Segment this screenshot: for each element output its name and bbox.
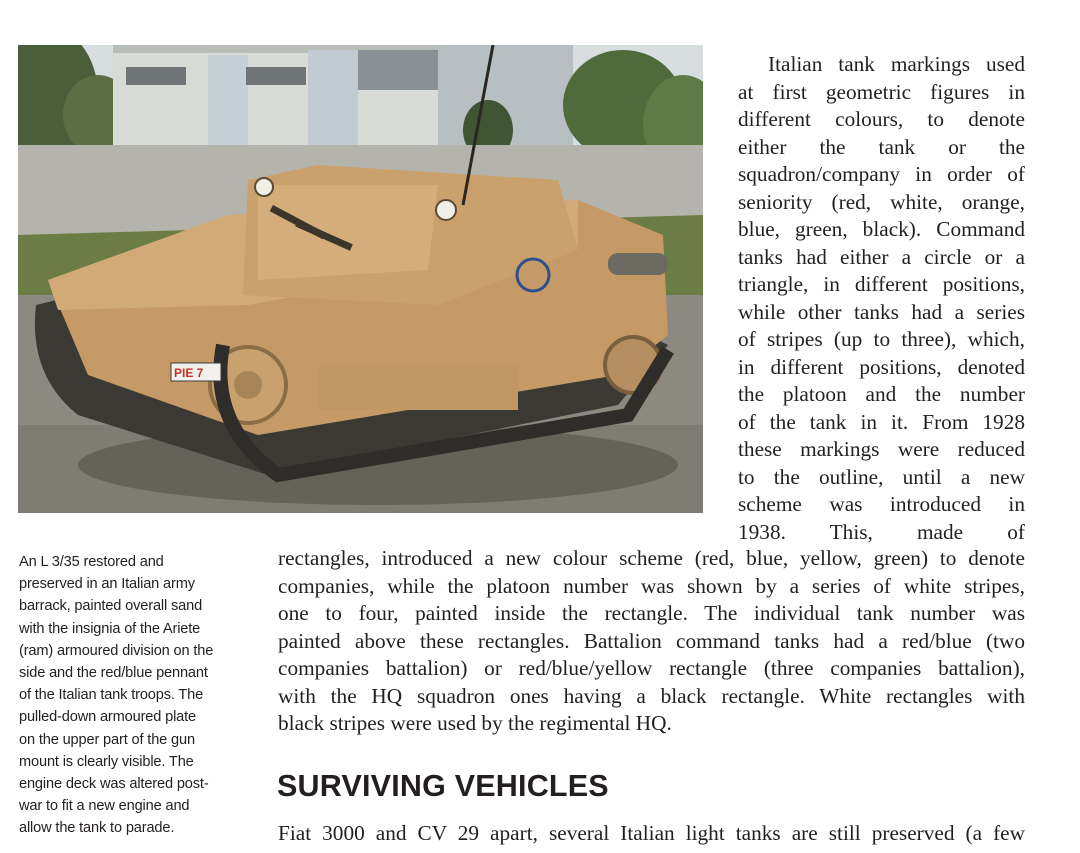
paragraph-line: 1938. This, made of xyxy=(738,519,1025,544)
paragraph-line: these markings were reduced xyxy=(738,437,1025,461)
section-heading: SURVIVING VEHICLES xyxy=(277,769,609,803)
caption-line: engine deck was altered post- xyxy=(19,776,209,793)
caption-line: mount is clearly visible. The xyxy=(19,753,194,770)
caption-line: war to fit a new engine and xyxy=(19,798,190,815)
caption-line: pulled-down armoured plate xyxy=(19,709,197,726)
paragraph-line: companies, while the platoon number was shown by a series of white stripes, xyxy=(278,573,1025,598)
paragraph-line: either the tank or the xyxy=(738,134,1025,159)
paragraph-line: seniority (red, white, orange, xyxy=(738,189,1025,214)
paragraph-line: Fiat 3000 and CV 29 apart, several Italian light tanks are still preserved (a few xyxy=(278,821,1025,845)
paragraph-line: of stripes (up to three), which, xyxy=(738,327,1025,351)
column-paragraph xyxy=(738,51,1025,546)
paragraph-line: to the outline, until a new xyxy=(738,464,1025,489)
plate-text: PIE 7 xyxy=(174,366,204,380)
paragraph-line: of the tank in it. From 1928 xyxy=(738,409,1025,434)
paragraph-line: one to four, painted inside the rectangle. The individual tank number was xyxy=(278,601,1025,625)
caption-line: on the upper part of the gun xyxy=(19,731,195,748)
paragraph-line: different colours, to denote xyxy=(738,107,1025,131)
paragraph-line: squadron/company in order of xyxy=(738,162,1025,186)
paragraph-line: scheme was introduced in xyxy=(738,492,1025,516)
paragraph-line: companies battalion) or red/blue/yellow rectangle (three companies battalion), xyxy=(278,656,1025,680)
paragraph-line: with the HQ squadron ones having a black rectangle. White rectangles with xyxy=(278,683,1025,708)
paragraph-line: while other tanks had a series xyxy=(738,299,1025,324)
paragraph-line: painted above these rectangles. Battalion command tanks had a red/blue (two xyxy=(278,628,1025,653)
caption-line: with the insignia of the Ariete xyxy=(19,620,201,637)
caption-line: of the Italian tank troops. The xyxy=(19,687,204,704)
caption-line: (ram) armoured division on the xyxy=(19,642,214,659)
paragraph-line: the platoon and the number xyxy=(738,382,1025,406)
section-first-line xyxy=(278,820,1025,848)
paragraph-line: tanks had either a circle or a xyxy=(738,244,1025,269)
caption-line: allow the tank to parade. xyxy=(19,820,175,837)
caption-line: An L 3/35 restored and xyxy=(19,554,164,570)
caption-line: preserved in an Italian army xyxy=(19,576,195,593)
caption-line: barrack, painted overall sand xyxy=(19,598,203,615)
tank-photo xyxy=(18,45,703,513)
wide-paragraph xyxy=(278,545,1025,738)
paragraph-line: triangle, in different positions, xyxy=(738,272,1025,296)
caption-line: side and the red/blue pennant xyxy=(19,665,208,682)
paragraph-line: blue, green, black). Command xyxy=(738,217,1025,241)
paragraph-line: at first geometric figures in xyxy=(738,79,1025,104)
paragraph-line: Italian tank markings used xyxy=(768,52,1025,76)
paragraph-line: black stripes were used by the regimental HQ. xyxy=(278,711,672,735)
paragraph-line: in different positions, denoted xyxy=(738,354,1025,379)
paragraph-line: rectangles, introduced a new colour scheme (red, blue, yellow, green) to denote xyxy=(278,546,1025,570)
photo-caption xyxy=(19,551,251,840)
